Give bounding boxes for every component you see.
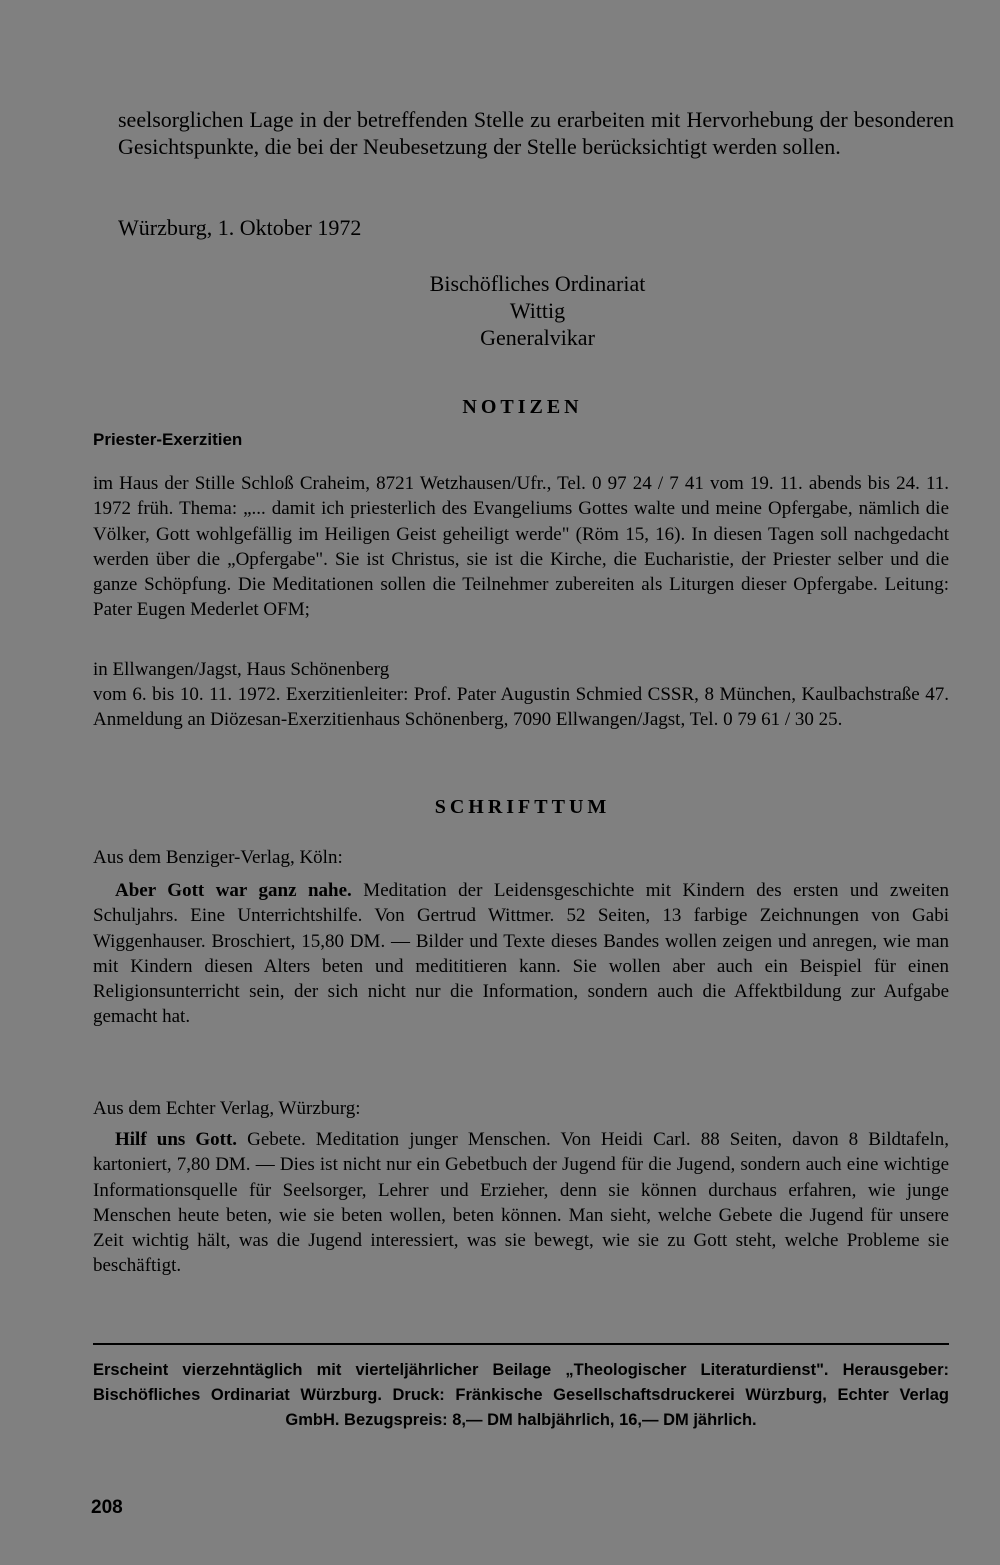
- page-number: 208: [91, 1497, 123, 1518]
- priester-exerzitien-heading: Priester-Exerzitien: [93, 430, 243, 449]
- book-review-aber-gott: [93, 878, 949, 1030]
- book-review-hilf-uns: [93, 1127, 949, 1279]
- signature-name: Wittig: [509, 298, 566, 323]
- publication-footer: Erscheint vierzehntäglich mit vierteljährlicher Beilage „Theologischer Literaturdienst". Herausgeber: Bischöfliches Ordinariat Würzburg. Druck: Fränkische Gesellschaftsdruckerei Würzburg, Echter Verlag GmbH. Bezugspreis: 8,— DM halbjährlich, 16,— DM jährlich.: [93, 1361, 949, 1429]
- signature-title: Generalvikar: [480, 325, 595, 350]
- signature-block: [0, 270, 1000, 351]
- exerzitien-craheim-paragraph: im Haus der Stille Schloß Craheim, 8721 Wetzhausen/Ufr., Tel. 0 97 24 / 7 41 vom 19. 11. abends bis 24. 11. 1972 früh. Thema: „... damit ich priesterlich des Evangeliums Gottes walte und meine Opfergabe, nämlich die Völker, Gott wohlgefällig im Heiligen Geist geheiligt werde" (Röm 15, 16). In diesen Tagen soll nachgedacht werden über die „Opfergabe". Sie ist Christus, sie ist die Kirche, die Eucharistie, der Priester selber und die ganze Schöpfung. Die Meditationen sollen die Teilnehmer zubereiten als Liturgen dieser Opfergabe. Leitung: Pater Eugen Mederlet OFM;: [93, 473, 949, 621]
- book-title: Hilf uns Gott.: [115, 1129, 238, 1150]
- publisher-echter: Aus dem Echter Verlag, Würzburg:: [93, 1098, 361, 1119]
- schrifttum-heading: SCHRIFTTUM: [434, 796, 611, 818]
- publisher-benziger: Aus dem Benziger-Verlag, Köln:: [93, 847, 343, 868]
- signature-office: Bischöfliches Ordinariat: [429, 271, 646, 296]
- intro-paragraph: seelsorglichen Lage in der betreffenden Stelle zu erarbeiten mit Hervorhebung der besonderen Gesichtspunkte, die bei der Neubesetzung der Stelle berücksichtigt werden sollen.: [118, 107, 954, 159]
- book-title: Aber Gott war ganz nahe.: [115, 880, 352, 901]
- notizen-heading: NOTIZEN: [462, 396, 583, 418]
- book-review-text: Meditation der Leidensgeschichte mit Kindern des ersten und zweiten Schuljahrs. Eine Unterrichtshilfe. Von Gertrud Wittmer. 52 Seiten, 13 farbige Zeichnungen von Gabi Wiggenhauser. Broschiert, 15,80 DM. — Bilder und Texte dieses Bandes wollen zeigen und anregen, wie man mit Kindern diesen Alters beten und medititieren kann. Sie wollen aber auch ein Beispiel für einen Religionsunterricht sein, der sich nicht nur die Information, sondern auch die Affektbildung zur Aufgabe gemacht hat.: [93, 880, 949, 1028]
- exerzitien-ellwangen-location: in Ellwangen/Jagst, Haus Schönenberg: [93, 659, 390, 680]
- book-review-text: Gebete. Meditation junger Menschen. Von Heidi Carl. 88 Seiten, davon 8 Bildtafeln, kartoniert, 7,80 DM. — Dies ist nicht nur ein Gebetbuch der Jugend für die Jugend, sondern auch eine wichtige Informationsquelle für Seelsorger, Lehrer und Erzieher, denn sie können durchaus erfahren, wie junge Menschen heute beten, wie sie beten wollen, beten können. Man sieht, welche Gebete die Jugend für unsere Zeit wichtig hält, was die Jugend interessiert, was sie bewegt, wie sie zu Gott steht, welche Probleme sie beschäftigt.: [93, 1129, 949, 1277]
- footer-divider: [93, 1343, 949, 1345]
- dateline: Würzburg, 1. Oktober 1972: [118, 215, 362, 240]
- exerzitien-ellwangen-paragraph: vom 6. bis 10. 11. 1972. Exerzitienleiter: Prof. Pater Augustin Schmied CSSR, 8 München, Kaulbachstraße 47. Anmeldung an Diözesan-Exerzitienhaus Schönenberg, 7090 Ellwangen/Jagst, Tel. 0 79 61 / 30 25.: [93, 684, 949, 731]
